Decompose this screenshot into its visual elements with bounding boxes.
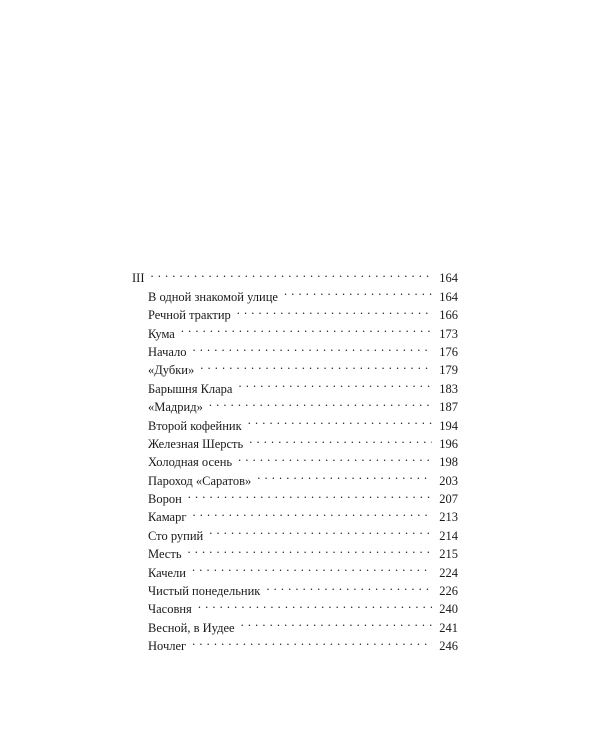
- toc-entry-title: В одной знакомой улице: [148, 289, 278, 304]
- toc-entry-title: Чистый понедельник: [148, 584, 261, 599]
- toc-entry-page: 240: [439, 602, 458, 617]
- dot-leader: [266, 577, 432, 595]
- toc-entry-page: 207: [439, 492, 458, 507]
- dot-leader: [198, 595, 432, 613]
- dot-leader: [249, 430, 432, 448]
- toc-entry-page: 214: [439, 528, 458, 543]
- toc-entry-title: Холодная осень: [148, 455, 233, 470]
- dot-leader: [192, 558, 432, 576]
- toc-entry-page: 203: [439, 473, 458, 488]
- toc-entry-page: 194: [439, 418, 458, 433]
- toc-entry-title: Кума: [148, 326, 175, 341]
- dot-leader: [248, 411, 432, 429]
- toc-entry-title: Ворон: [148, 492, 182, 507]
- toc-entry-page: 224: [439, 565, 458, 580]
- dot-leader: [181, 319, 432, 337]
- toc-entry-page: 164: [439, 289, 458, 304]
- toc-entry-page: 241: [439, 620, 458, 635]
- toc-entry: [132, 338, 458, 359]
- toc-entry-title: Барышня Клара: [148, 381, 233, 396]
- dot-leader: [188, 485, 432, 503]
- toc-entry-page: 166: [439, 308, 458, 323]
- dot-leader: [238, 448, 432, 466]
- dot-leader: [192, 632, 432, 650]
- dot-leader: [257, 466, 432, 484]
- toc-entry-page: 173: [439, 326, 458, 341]
- toc-entry-title: Часовня: [148, 602, 192, 617]
- toc-entries: [132, 282, 458, 654]
- toc-entry-title: Весной, в Иудее: [148, 620, 235, 635]
- toc-entry-page: 198: [439, 455, 458, 470]
- toc-entry-title: Сто рупий: [148, 528, 204, 543]
- toc-entry-page: 196: [439, 436, 458, 451]
- toc-section-page: 164: [439, 271, 458, 286]
- toc-entry-page: 176: [439, 344, 458, 359]
- dot-leader: [209, 393, 432, 411]
- toc-entry-page: 246: [439, 639, 458, 654]
- toc-entry-title: Начало: [148, 344, 187, 359]
- toc-entry: [132, 282, 458, 304]
- toc-entry-title: Камарг: [148, 510, 187, 525]
- toc-entry-title: «Мадрид»: [148, 400, 203, 415]
- dot-leader: [151, 264, 433, 282]
- toc-entry-page: 215: [439, 547, 458, 562]
- toc-entry-title: Речной трактир: [148, 308, 231, 323]
- dot-leader: [192, 503, 432, 521]
- dot-leader: [241, 613, 432, 631]
- toc-entry-page: 226: [439, 584, 458, 599]
- dot-leader: [237, 301, 432, 319]
- toc-section-title: III: [132, 271, 145, 286]
- toc-entry-title: «Дубки»: [148, 363, 195, 378]
- toc-entry-page: 183: [439, 381, 458, 396]
- dot-leader: [239, 374, 433, 392]
- toc-entry-title: Пароход «Саратов»: [148, 473, 252, 488]
- toc-entry-page: 213: [439, 510, 458, 525]
- toc-entry-title: Ночлег: [148, 639, 187, 654]
- toc-entry-title: Второй кофейник: [148, 418, 242, 433]
- toc-entry: [132, 319, 458, 341]
- toc-entry-title: Месть: [148, 547, 182, 562]
- dot-leader: [284, 282, 432, 300]
- dot-leader: [209, 521, 432, 539]
- toc-entry-title: Качели: [148, 565, 186, 580]
- toc-entry-title: Железная Шерсть: [148, 436, 244, 451]
- dot-leader: [193, 338, 432, 356]
- table-of-contents: [132, 264, 458, 654]
- dot-leader: [188, 540, 432, 558]
- toc-entry-page: 179: [439, 363, 458, 378]
- dot-leader: [200, 356, 432, 374]
- toc-entry-page: 187: [439, 400, 458, 415]
- toc-section-row: [132, 264, 458, 286]
